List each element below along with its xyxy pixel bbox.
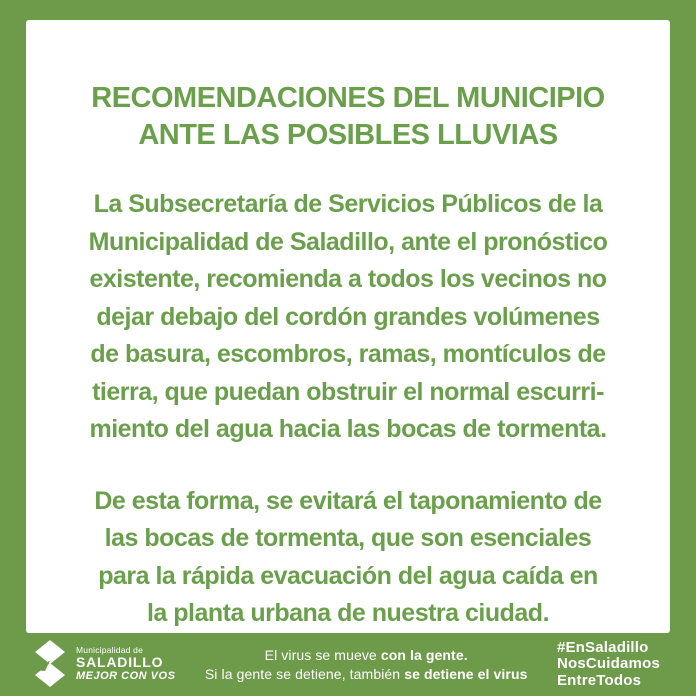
hashtag-line: EntreTodos — [556, 671, 642, 689]
slogan-text-regular: El virus se mueve — [264, 646, 381, 663]
text-line: miento del agua hacia las bocas de tormenta. — [89, 415, 607, 443]
text-line: existente, recomienda a todos los vecinos no — [89, 265, 607, 293]
saladillo-diamonds-logo-icon — [33, 639, 67, 689]
title-line: RECOMENDACIONES DEL MUNICIPIO — [91, 82, 605, 114]
slogan-text-bold: se detiene el virus — [404, 665, 528, 682]
slogan-line-1 — [175, 646, 557, 665]
text-line: La Subsecretaría de Servicios Públicos de la — [93, 190, 603, 218]
municipality-logo — [33, 641, 175, 689]
logo-line-saladillo: SALADILLO — [76, 654, 164, 671]
slogan-line-2 — [175, 665, 557, 684]
logo-text — [76, 646, 175, 682]
hashtag-line: #EnSaladillo — [556, 638, 649, 656]
text-line: Municipalidad de Saladillo, ante el pronóstico — [88, 227, 608, 256]
text-line: para la rápida evacuación del agua caída en — [98, 561, 598, 590]
text-line: de basura, escombros, ramas, montículos de — [90, 340, 606, 368]
slogan-text-bold: con la gente. — [380, 646, 468, 663]
page-title — [36, 80, 660, 154]
title-line: ANTE LAS POSIBLES LLUVIAS — [138, 119, 558, 151]
text-line: tierra, que puedan obstruir el normal escurri- — [92, 377, 604, 406]
hashtag-line: NosCuidamos — [556, 655, 660, 673]
text-line: dejar debajo del cordón grandes volúmenes — [96, 302, 600, 331]
logo-line-municipalidad: Municipalidad de — [76, 645, 143, 656]
text-line: la planta urbana de nuestra ciudad. — [146, 599, 550, 627]
footer-bar — [0, 633, 696, 696]
covid-slogan — [175, 646, 557, 684]
logo-line-slogan: MEJOR CON VOS — [76, 670, 176, 683]
text-line: las bocas de tormenta, que son esenciales — [104, 524, 592, 552]
content-card — [26, 20, 670, 633]
campaign-hashtag — [557, 640, 660, 690]
slogan-text-regular: Si la gente se detiene, también — [204, 665, 405, 682]
text-line: De esta forma, se evitará el taponamiento de — [94, 486, 602, 515]
paragraph-2 — [34, 483, 662, 633]
paragraph-1 — [34, 186, 662, 449]
